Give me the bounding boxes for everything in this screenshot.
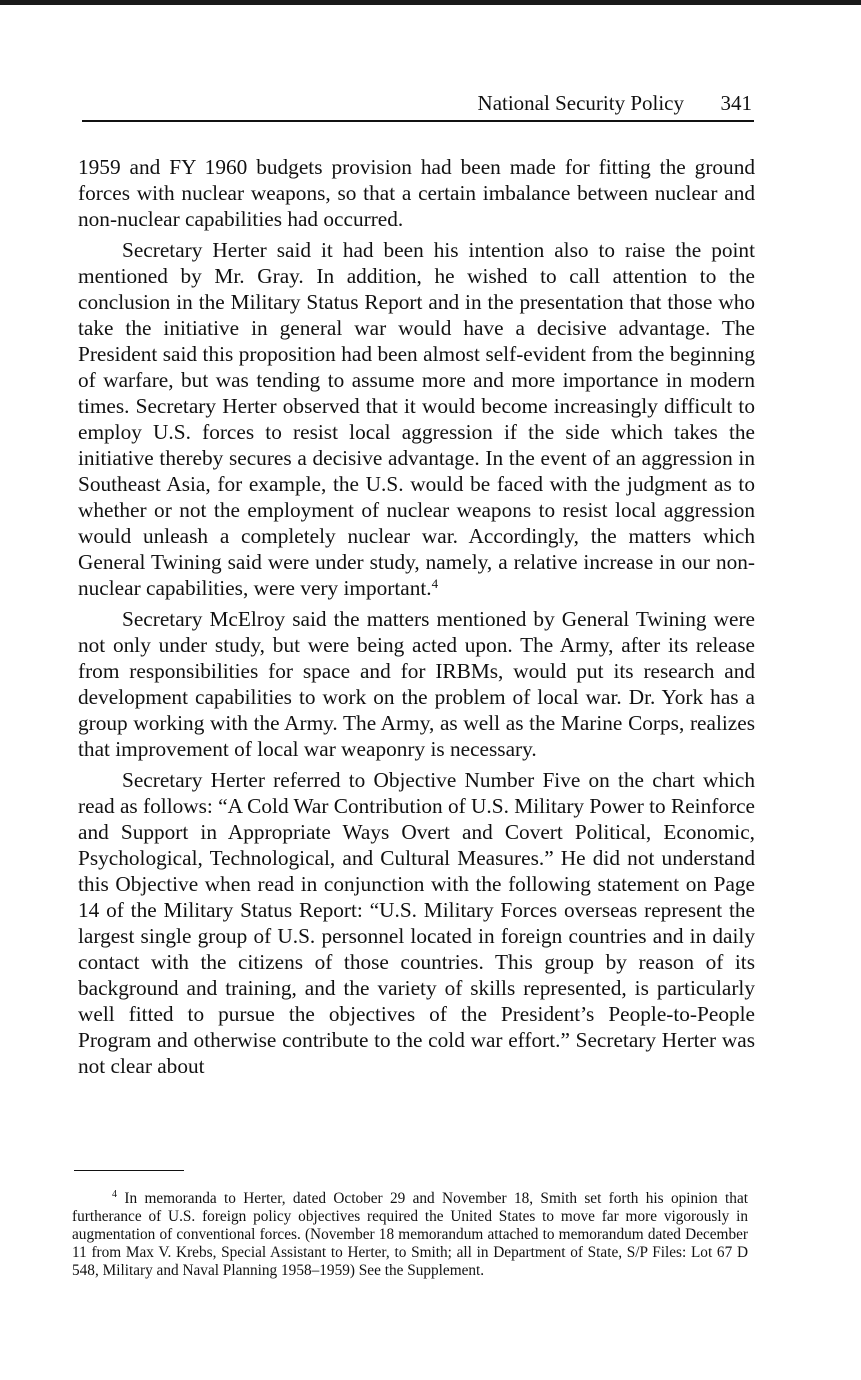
body-text (78, 154, 755, 1084)
footnote-separator (74, 1170, 184, 1171)
page-number: 341 (720, 91, 752, 115)
footnote-reference: 4 (431, 576, 439, 591)
footnote-number: 4 (112, 1189, 117, 1200)
running-header (82, 88, 754, 122)
page-top-edge (0, 0, 861, 5)
paragraph-continuation: 1959 and FY 1960 budgets provision had been made for fitting the ground forces with nuclear weapons, so that a certain imbalance between nuclear and non-nuclear capabilities had occurred. (78, 155, 755, 231)
paragraph-text: Secretary Herter said it had been his intention also to raise the point mentioned by Mr. Gray. In addition, he wished to call attention to the conclusion in the Military Status Report and in the presentation that those who take the initiative in general war would have a decisive advantage. The President said this proposition had been almost self-evident from the beginning of warfare, but was tending to assume more and more importance in modern times. Secretary Herter observed that it would become increasingly difficult to employ U.S. forces to resist local aggression if the side which takes the initiative thereby secures a decisive advantage. In the event of an aggression in Southeast Asia, for example, the U.S. would be faced with the judgment as to whether or not the employment of nuclear weapons to resist local aggression would unleash a completely nuclear war. Accordingly, the matters which General Twining said were under study, namely, a relative increase in our non-nuclear capabilities, were very important. (78, 238, 755, 600)
header-title: National Security Policy (477, 91, 684, 115)
paragraph-objective-five: Secretary Herter referred to Objective Number Five on the chart which read as follows: “A Cold War Contribution of U.S. Military Power to Reinforce and Support in Appropriate Ways Overt and Covert Political, Economic, Psychological, Technological, and Cultural Measures.” He did not understand this Objective when read in conjunction with the following statement on Page 14 of the Military Status Report: “U.S. Military Forces overseas represent the largest single group of U.S. personnel located in foreign countries and in daily contact with the citizens of those countries. This group by reason of its background and training, and the variety of skills represented, is particularly well fitted to pursue the objectives of the President’s People-to-People Program and otherwise contribute to the cold war effort.” Secretary Herter was not clear about (78, 768, 755, 1078)
footnote (72, 1190, 748, 1280)
paragraph-herter-initiative (78, 237, 755, 601)
paragraph-mcelroy: Secretary McElroy said the matters mentioned by General Twining were not only under study, but were being acted upon. The Army, after its release from responsibilities for space and for IRBMs, would put its research and development capabilities to work on the problem of local war. Dr. York has a group working with the Army. The Army, as well as the Marine Corps, realizes that improvement of local war weaponry is necessary. (78, 607, 755, 761)
footnote-text: In memoranda to Herter, dated October 29 and November 18, Smith set forth his opinion that furtherance of U.S. foreign policy objectives required the United States to move far more vigorously in augmentation of conventional forces. (November 18 memorandum attached to memorandum dated December 11 from Max V. Krebs, Special Assistant to Herter, to Smith; all in Department of State, S/P Files: Lot 67 D 548, Military and Naval Planning 1958–1959) See the Supplement. (72, 1190, 748, 1279)
